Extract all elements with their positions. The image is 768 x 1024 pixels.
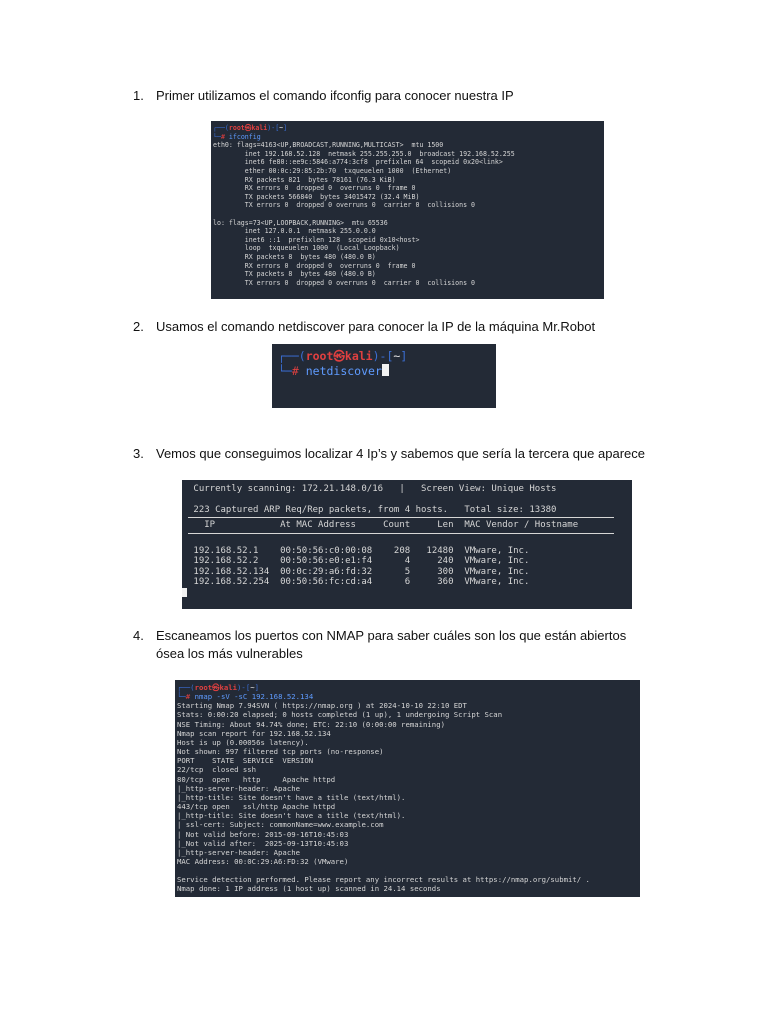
- command-text: netdiscover: [305, 364, 382, 378]
- output-line: Not shown: 997 filtered tcp ports (no-response): [177, 747, 384, 757]
- output-line: | ssl-cert: Subject: commonName=www.example.com: [177, 820, 384, 830]
- output-line: Host is up (0.00056s latency).: [177, 737, 309, 747]
- output-line: Starting Nmap 7.94SVN ( https://nmap.org ) at 2024-10-10 22:10 EDT: [177, 701, 467, 711]
- terminal-screenshot-netdiscover-results: [182, 480, 632, 609]
- step-number: 4.: [133, 628, 144, 643]
- command-line: └─# netdiscover: [278, 364, 490, 379]
- output-line: TX packets 8 bytes 480 (480.0 B): [213, 270, 376, 279]
- output-line: inet6 ::1 prefixlen 128 scopeid 0x10<host>: [213, 235, 420, 244]
- command-text: ifconfig: [228, 132, 261, 141]
- output-line: Stats: 0:00:20 elapsed; 0 hosts completed (1 up), 1 undergoing Script Scan: [177, 710, 503, 720]
- spacer-line: [188, 494, 626, 504]
- output-line: RX errors 0 dropped 0 overruns 0 frame 0: [213, 184, 416, 193]
- output-line: 22/tcp closed ssh: [177, 765, 257, 775]
- output-line: RX packets 8 bytes 480 (480.0 B): [213, 252, 376, 261]
- command-line: └─# nmap -sV -sC 192.168.52.134: [177, 692, 314, 702]
- output-line: |_http-title: Site doesn't have a title (text/html).: [177, 792, 406, 802]
- prompt-line: ┌──(root㉿kali)-[~]: [177, 683, 260, 692]
- output-line: Nmap scan report for 192.168.52.134: [177, 728, 331, 738]
- spacer-line: [188, 536, 626, 546]
- output-line: Service detection performed. Please report any incorrect results at https://nmap.org/submit/ .: [177, 875, 590, 885]
- output-line: loop txqueuelen 1000 (Local Loopback): [213, 244, 400, 253]
- table-row: 192.168.52.1 00:50:56:c0:00:08 208 12480 VMware, Inc.: [188, 546, 530, 557]
- table-header: IP At MAC Address Count Len MAC Vendor / Hostname: [188, 520, 579, 531]
- terminal-screenshot-ifconfig: [211, 121, 604, 299]
- output-line: PORT STATE SERVICE VERSION: [177, 756, 314, 766]
- output-line: |_Not valid after: 2025-09-13T10:45:03: [177, 838, 349, 848]
- output-line: inet 127.0.0.1 netmask 255.0.0.0: [213, 227, 376, 236]
- output-line: |_http-server-header: Apache: [177, 847, 301, 857]
- output-line: [213, 210, 602, 219]
- output-line: [177, 866, 638, 875]
- output-line: Nmap done: 1 IP address (1 host up) scanned in 24.14 seconds: [177, 884, 441, 894]
- cursor-block: [382, 364, 389, 376]
- terminal-screenshot-nmap: [175, 680, 640, 897]
- terminal-output: [177, 701, 638, 893]
- output-line: TX packets 566840 bytes 34015472 (32.4 MiB): [213, 192, 420, 201]
- prompt-line: ┌──(root㉿kali)-[~]: [213, 124, 288, 132]
- output-line: TX errors 0 dropped 0 overruns 0 carrier 0 collisions 0: [213, 278, 476, 287]
- step-number: 3.: [133, 446, 144, 461]
- output-line: NSE Timing: About 94.74% done; ETC: 22:10 (0:00:00 remaining): [177, 719, 445, 729]
- output-line: 80/tcp open http Apache httpd: [177, 774, 336, 784]
- table-row: 192.168.52.254 00:50:56:fc:cd:a4 6 360 VMware, Inc.: [188, 577, 530, 588]
- terminal-output: [213, 141, 602, 287]
- table-row: 192.168.52.134 00:0c:29:a6:fd:32 5 300 VMware, Inc.: [188, 566, 530, 577]
- step-text: Escaneamos los puertos con NMAP para saber cuáles son los que están abiertos ósea los más vulnerables: [156, 628, 627, 661]
- output-line: TX errors 0 dropped 0 overruns 0 carrier 0 collisions 0: [213, 201, 476, 210]
- step-number: 2.: [133, 319, 144, 334]
- output-line: RX errors 0 dropped 0 overruns 0 frame 0: [213, 261, 416, 270]
- output-line: ether 00:0c:29:85:2b:70 txqueuelen 1000 (Ethernet): [213, 166, 452, 175]
- output-line: eth0: flags=4163<UP,BROADCAST,RUNNING,MULTICAST> mtu 1500: [213, 141, 444, 150]
- step-text: Primer utilizamos el comando ifconfig para conocer nuestra IP: [156, 88, 514, 103]
- divider: [188, 517, 614, 518]
- output-line: 443/tcp open ssl/http Apache httpd: [177, 802, 336, 812]
- cursor-block: [182, 588, 187, 597]
- step-number: 1.: [133, 88, 144, 103]
- scan-summary: 223 Captured ARP Req/Rep packets, from 4 hosts. Total size: 13380: [188, 504, 557, 515]
- table-row: 192.168.52.2 00:50:56:e0:e1:f4 4 240 VMware, Inc.: [188, 556, 530, 567]
- output-line: inet6 fe80::ee9c:5846:a774:3cf8 prefixlen 64 scopeid 0x20<link>: [213, 158, 503, 167]
- output-line: inet 192.168.52.128 netmask 255.255.255.0 broadcast 192.168.52.255: [213, 149, 515, 158]
- output-line: MAC Address: 00:0C:29:A6:FD:32 (VMware): [177, 856, 349, 866]
- command-line: └─# ifconfig: [213, 132, 261, 141]
- output-line: |_http-server-header: Apache: [177, 783, 301, 793]
- output-line: RX packets 821 bytes 78161 (76.3 KiB): [213, 175, 396, 184]
- terminal-screenshot-netdiscover: [272, 344, 496, 408]
- output-line: lo: flags=73<UP,LOOPBACK,RUNNING> mtu 65536: [213, 218, 388, 227]
- command-text: nmap -sV -sC 192.168.52.134: [194, 692, 314, 702]
- output-line: |_http-title: Site doesn't have a title (text/html).: [177, 811, 406, 821]
- scan-status: Currently scanning: 172.21.148.0/16 | Screen View: Unique Hosts: [188, 484, 557, 494]
- divider: [188, 533, 614, 534]
- step-text: Vemos que conseguimos localizar 4 Ip’s y sabemos que sería la tercera que aparece: [156, 446, 645, 461]
- output-line: | Not valid before: 2015-09-16T10:45:03: [177, 829, 349, 839]
- step-text: Usamos el comando netdiscover para conocer la IP de la máquina Mr.Robot: [156, 319, 596, 334]
- prompt-line: ┌──(root㉿kali)-[~]: [278, 349, 408, 363]
